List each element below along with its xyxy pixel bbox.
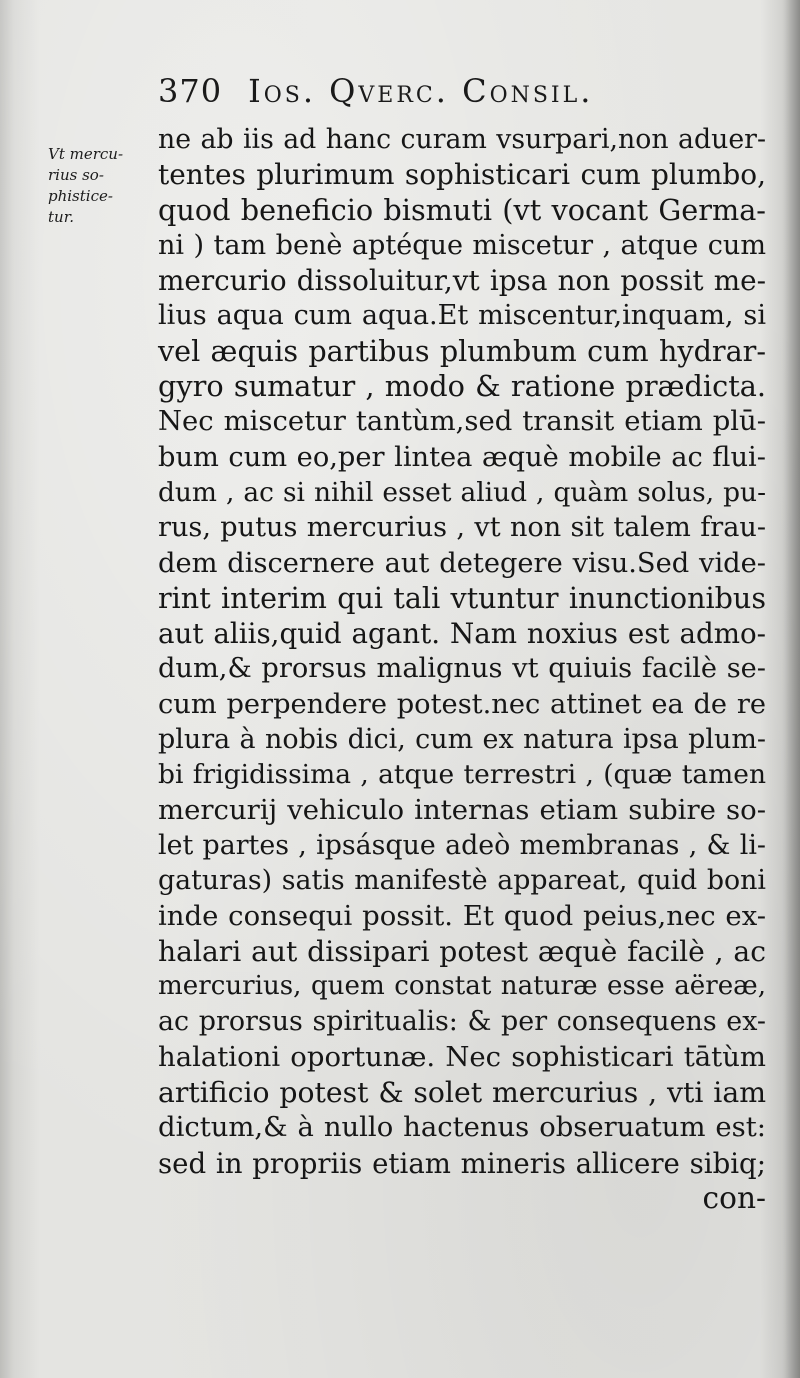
text-line: rus, putus mercurius , vt non sit talem frau- <box>158 512 766 544</box>
text-line: cum perpendere potest.nec attinet ea de re <box>158 688 766 720</box>
text-line: inde consequi possit. Et quod peius,nec ex- <box>158 899 766 932</box>
text-line: gaturas) satis manifestè appareat, quid boni <box>158 865 766 897</box>
marginal-note-line: phistice- <box>48 187 113 205</box>
text-line: dem discernere aut detegere visu.Sed vide- <box>158 547 766 579</box>
text-line: let partes , ipsásque adeò membranas , & li- <box>158 829 766 861</box>
text-line: gyro sumatur , modo & ratione prædicta. <box>158 369 766 404</box>
text-line: ac prorsus spiritualis: & per consequens ex- <box>158 1006 766 1038</box>
page-number: 370 <box>158 72 223 110</box>
text-line: plura à nobis dici, cum ex natura ipsa plum- <box>158 724 766 756</box>
page-edge-shadow <box>782 0 800 1378</box>
text-line: tentes plurimum sophisticari cum plumbo, <box>158 158 766 192</box>
marginal-note-line: Vt mercu- <box>48 145 124 163</box>
text-line: halari aut dissipari potest æquè facilè , ac <box>158 934 766 968</box>
text-line: mercurij vehiculo internas etiam subire so- <box>158 793 766 826</box>
running-head: Ios. Qverc. Consil. <box>248 72 594 110</box>
text-line: mercurio dissoluitur,vt ipsa non possit me- <box>158 264 766 298</box>
text-line: bum cum eo,per lintea æquè mobile ac flui- <box>158 441 766 473</box>
text-line: sed in propriis etiam mineris allicere sibiq; <box>158 1146 766 1180</box>
page-header <box>158 72 593 112</box>
text-line: dum , ac si nihil esset aliud , quàm solus, pu- <box>158 476 766 508</box>
text-line: lius aqua cum aqua.Et miscentur,inquam, si <box>158 300 766 332</box>
body-text <box>158 122 766 1216</box>
text-line: Nec miscetur tantùm,sed transit etiam plū- <box>158 406 766 438</box>
text-line: quod beneficio bismuti (vt vocant Germa- <box>158 192 766 227</box>
text-line: ne ab iis ad hanc curam vsurpari,non aduer- <box>158 124 766 155</box>
text-line: halationi oportunæ. Nec sophisticari tātùm <box>158 1040 766 1073</box>
text-line: dictum,& à nullo hactenus obseruatum est: <box>158 1112 766 1144</box>
marginal-note-line: rius so- <box>48 166 104 184</box>
text-line: rint interim qui tali vtuntur inunctionibus <box>158 580 766 615</box>
text-line: artificio potest & solet mercurius , vti iam <box>158 1076 766 1110</box>
marginal-note-line: tur. <box>48 208 74 226</box>
text-line: ni ) tam benè aptéque miscetur , atque cum <box>158 229 766 261</box>
text-line: mercurius, quem constat naturæ esse aëreæ, <box>158 971 766 1002</box>
text-line: aut aliis,quid agant. Nam noxius est admo- <box>158 617 766 651</box>
text-line: bi frigidissima , atque terrestri , (quæ tamen <box>158 759 766 791</box>
marginal-note <box>48 144 154 228</box>
text-line: dum,& prorsus malignus vt quiuis facilè se- <box>158 653 766 685</box>
catchword: con- <box>702 1180 766 1215</box>
text-line: vel æquis partibus plumbum cum hydrar- <box>158 333 766 368</box>
